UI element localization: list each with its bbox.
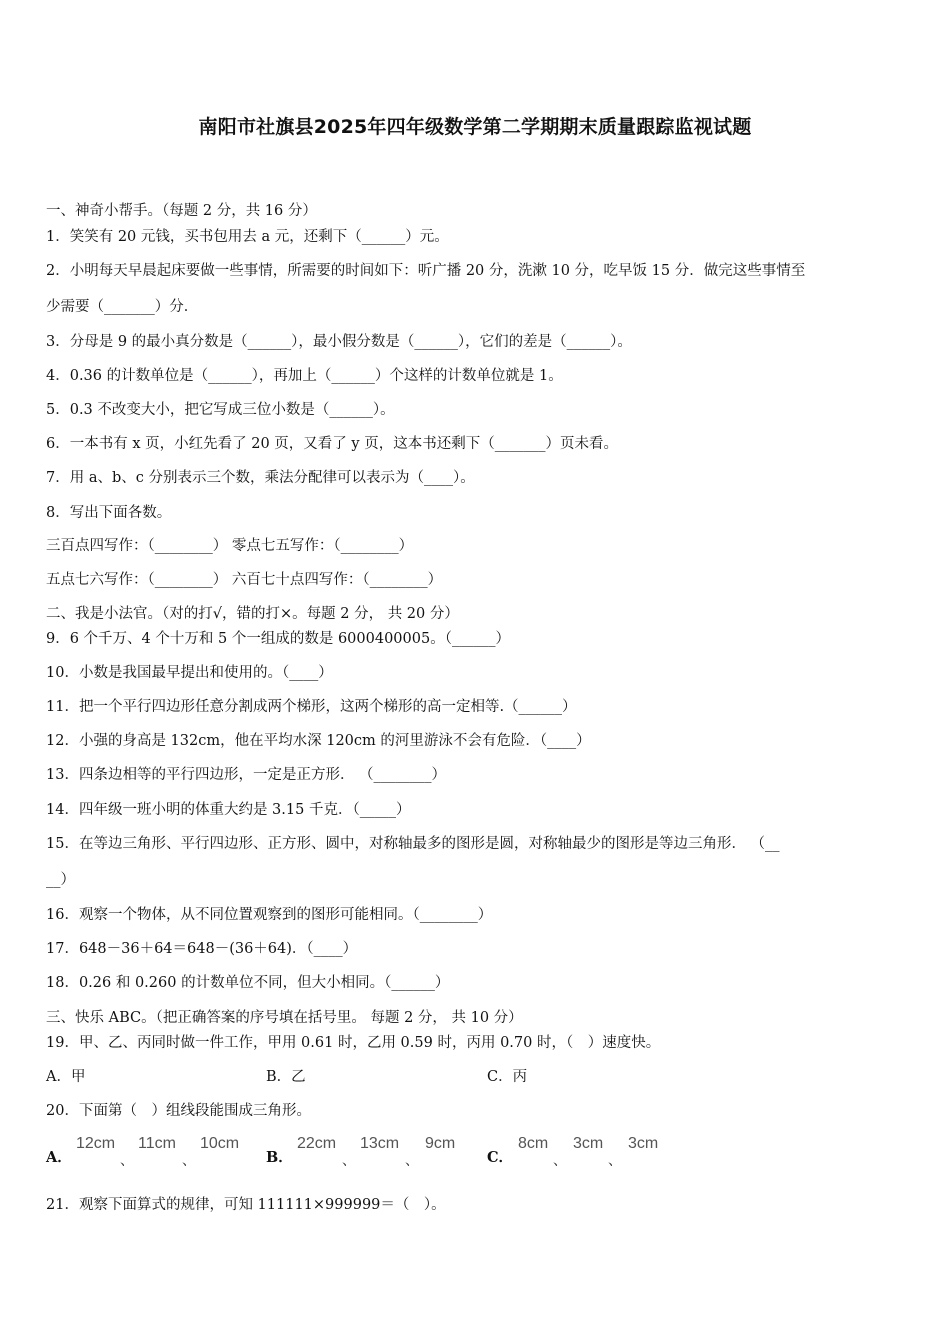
question-13: 13．四条边相等的平行四边形，一定是正方形． （________） [46, 767, 447, 783]
question-12: 12．小强的身高是 132cm，他在平均水深 120cm 的河里游泳不会有危险．（____） [46, 733, 591, 749]
q19-option-a: A．甲 [46, 1069, 86, 1085]
question-11: 11．把一个平行四边形任意分割成两个梯形，这两个梯形的高一定相等.（______） [46, 699, 577, 715]
question-2-line-2: 少需要（_______）分． [46, 299, 199, 315]
question-4: 4．0.36 的计数单位是（______），再加上（______）个这样的计数单位就是 1。 [46, 368, 563, 384]
question-2-line-1: 2．小明每天早晨起床要做一些事情，所需要的时间如下：听广播 20 分，洗漱 10 分，吃早饭 15 分．做完这些事情至 [46, 263, 806, 279]
question-15-line-2: __） [46, 872, 75, 888]
question-18: 18．0.26 和 0.260 的计数单位不同，但大小相同。（______） [46, 975, 450, 991]
q20-b-length-3: 9cm [425, 1135, 456, 1152]
q20-a-length-1: 12cm [76, 1135, 116, 1152]
q20-b-length-2: 13cm [360, 1135, 400, 1152]
question-19: 19．甲、乙、丙同时做一件工作，甲用 0.61 时，乙用 0.59 时，丙用 0.70 时，（ ）速度快。 [46, 1035, 661, 1051]
q20-c-length-3: 3cm [628, 1135, 659, 1152]
q20-b-length-1: 22cm [297, 1135, 337, 1152]
question-21: 21．观察下面算式的规律，可知 111111×999999＝（ ）。 [46, 1197, 446, 1213]
q20-c-separator-2: 、 [608, 1153, 622, 1169]
question-3: 3．分母是 9 的最小真分数是（______），最小假分数是（______），它们的差是（______）。 [46, 334, 632, 350]
question-15-line-1: 15．在等边三角形、平行四边形、正方形、圆中，对称轴最多的图形是圆，对称轴最少的图形是等边三角形． （__ [46, 836, 780, 852]
section-2-heading: 二、我是小法官。（对的打√，错的打×。每题 2 分， 共 20 分） [46, 606, 459, 622]
question-6: 6．一本书有 x 页，小红先看了 20 页，又看了 y 页，这本书还剩下（_______）页未看。 [46, 436, 618, 452]
question-16: 16．观察一个物体，从不同位置观察到的图形可能相同。（________） [46, 907, 493, 923]
question-1: 1．笑笑有 20 元钱，买书包用去 a 元，还剩下（______）元。 [46, 229, 449, 245]
q20-a-separator-2: 、 [182, 1153, 196, 1169]
question-8-row-1: 三百点四写作：（________） 零点七五写作：（________） [46, 538, 414, 554]
q20-option-c-label: C． [487, 1149, 514, 1166]
question-20: 20．下面第（ ）组线段能围成三角形。 [46, 1103, 311, 1119]
section-1-heading: 一、神奇小帮手。（每题 2 分，共 16 分） [46, 203, 317, 219]
page-title: 南阳市社旗县2025年四年级数学第二学期期末质量跟踪监视试题 [198, 116, 752, 138]
question-10: 10．小数是我国最早提出和使用的。（____） [46, 665, 333, 681]
q20-a-length-3: 10cm [200, 1135, 240, 1152]
question-17: 17．648－36＋64＝648－(36＋64)．（____） [46, 941, 358, 957]
q20-b-separator-2: 、 [405, 1153, 419, 1169]
q20-c-length-2: 3cm [573, 1135, 604, 1152]
question-5: 5．0.3 不改变大小，把它写成三位小数是（______）。 [46, 402, 395, 418]
section-3-heading: 三、快乐 ABC。（把正确答案的序号填在括号里。 每题 2 分， 共 10 分） [46, 1010, 523, 1026]
q20-c-length-1: 8cm [518, 1135, 549, 1152]
q20-option-b-label: B． [266, 1149, 293, 1166]
q20-a-separator-1: 、 [120, 1153, 134, 1169]
question-7: 7．用 a、b、c 分别表示三个数，乘法分配律可以表示为（____）。 [46, 470, 475, 486]
question-14: 14．四年级一班小明的体重大约是 3.15 千克．（_____） [46, 802, 411, 818]
q20-a-length-2: 11cm [138, 1135, 176, 1152]
question-9: 9．6 个千万、4 个十万和 5 个一组成的数是 6000400005。（______） [46, 631, 510, 647]
question-8: 8．写出下面各数。 [46, 505, 172, 521]
question-8-row-2: 五点七六写作：（________） 六百七十点四写作：（________） [46, 572, 443, 588]
q20-c-separator-1: 、 [553, 1153, 567, 1169]
q20-b-separator-1: 、 [342, 1153, 356, 1169]
q19-option-c: C．丙 [487, 1069, 528, 1085]
q19-option-b: B．乙 [266, 1069, 306, 1085]
q20-option-a-label: A． [46, 1149, 72, 1166]
